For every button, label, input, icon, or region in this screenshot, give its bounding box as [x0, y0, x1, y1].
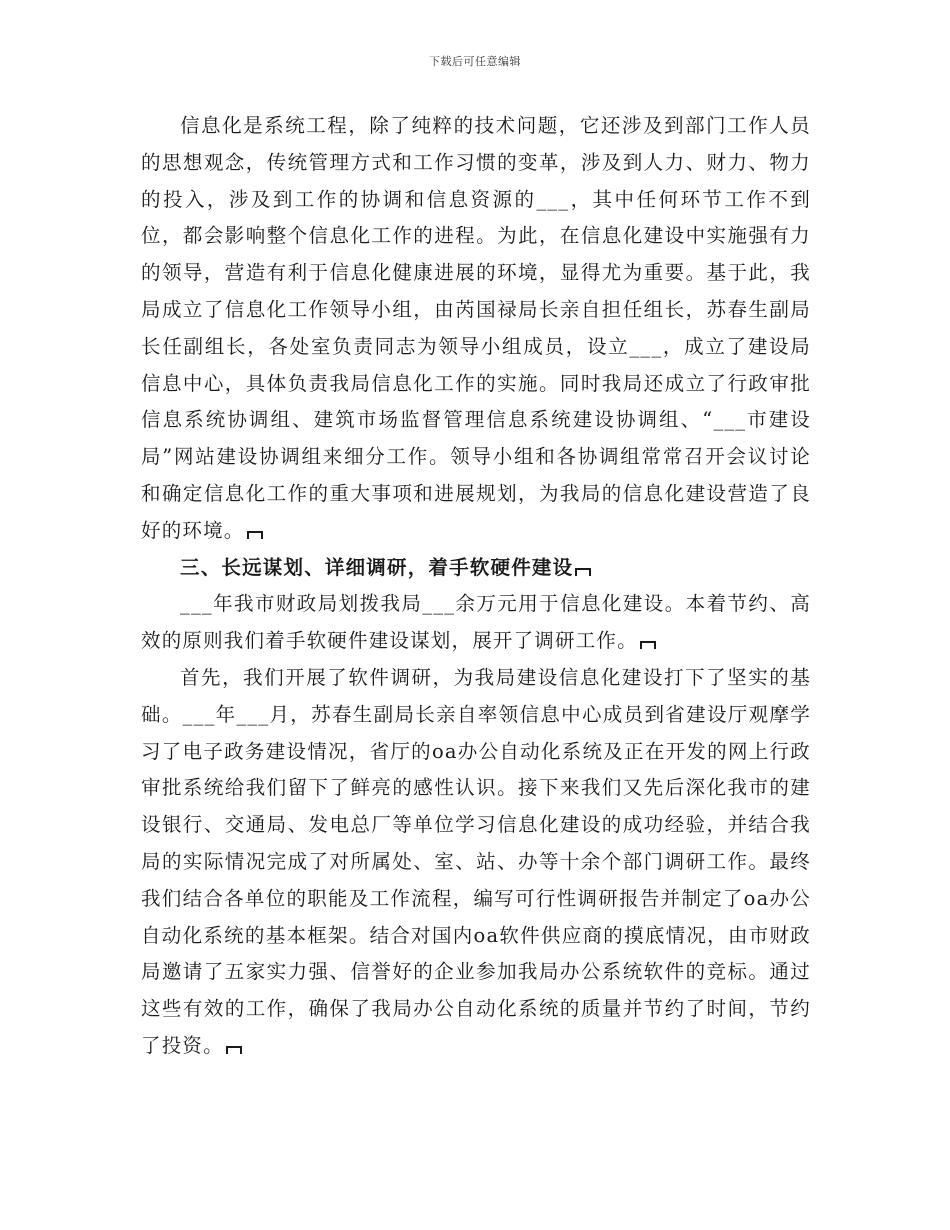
document-body	[141, 108, 811, 1065]
paragraph-mark-icon	[247, 531, 263, 539]
paragraph-mark-icon	[226, 1046, 242, 1054]
section-heading-3	[141, 550, 811, 587]
paragraph-text: ___年我市财政局划拨我局___余万元用于信息化建设。本着节约、高效的原则我们着手软硬件建设谋划，展开了调研工作。	[141, 592, 811, 653]
paragraph-text: 信息化是系统工程，除了纯粹的技术问题，它还涉及到部门工作人员的思想观念，传统管理方式和工作习惯的变革，涉及到人力、财力、物力的投入，涉及到工作的协调和信息资源的___，其中任何环节工作不到位，都会影响整个信息化工作的进程。为此，在信息化建设中实施强有力的领导，营造有利于信息化健康进展的环境，显得尤为重要。基于此，我局成立了信息化工作领导小组，由芮国禄局长亲自担任组长，苏春生副局长任副组长，各处室负责同志为领导小组成员，设立___，成立了建设局信息中心，具体负责我局信息化工作的实施。同时我局还成立了行政审批信息系统协调组、建筑市场监督管理信息系统建设协调组、“___市建设局”网站建设协调组来细分工作。领导小组和各协调组常常召开会议讨论和确定信息化工作的重大事项和进展规划，为我局的信息化建设营造了良好的环境。	[141, 114, 811, 542]
paragraph-mark-icon	[575, 568, 591, 576]
paragraph-leadership	[141, 108, 811, 550]
paragraph-text: 首先，我们开展了软件调研，为我局建设信息化建设打下了坚实的基础。___年___月，苏春生副局长亲自率领信息中心成员到省建设厅观摩学习了电子政务建设情况，省厅的oa办公自动化系统及正在开发的网上行政审批系统给我们留下了鲜亮的感性认识。接下来我们又先后深化我市的建设银行、交通局、发电总厂等单位学习信息化建设的成功经验，并结合我局的实际情况完成了对所属处、室、站、办等十余个部门调研工作。最终我们结合各单位的职能及工作流程，编写可行性调研报告并制定了oa办公自动化系统的基本框架。结合对国内oa软件供应商的摸底情况，由市财政局邀请了五家实力强、信誉好的企业参加我局办公系统软件的竞标。通过这些有效的工作，确保了我局办公自动化系统的质量并节约了时间，节约了投资。	[141, 665, 811, 1057]
paragraph-mark-icon	[640, 641, 656, 649]
heading-text: 三、长远谋划、详细调研，着手软硬件建设	[180, 555, 574, 579]
page-header: 下载后可任意编辑	[429, 55, 521, 68]
paragraph-software-research	[141, 660, 811, 1065]
paragraph-funding	[141, 586, 811, 660]
